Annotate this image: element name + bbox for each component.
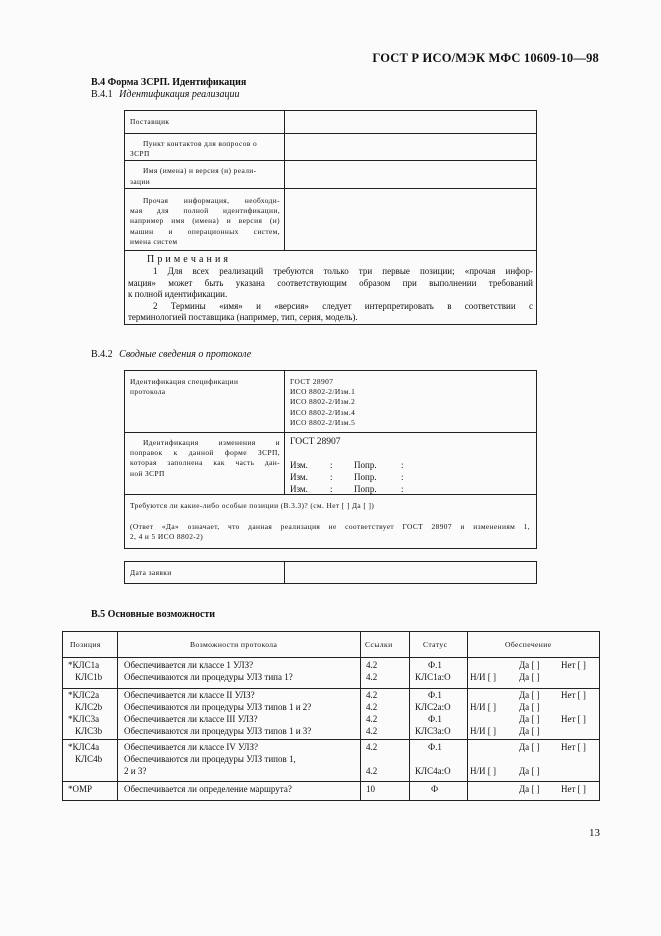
colon: : — [401, 484, 404, 494]
section-b5-heading: В.5 Основные возможности — [91, 609, 216, 620]
row-yes[interactable]: Да [ ] — [519, 690, 540, 700]
colon: : — [401, 460, 404, 470]
change-id-label-line: которая заполнена как часть дан- — [130, 458, 280, 468]
row-position: *КЛС3а — [68, 714, 100, 724]
colon: : — [330, 460, 333, 470]
row-position: *КЛС4а — [68, 742, 100, 752]
row-position: *КЛС1а — [68, 660, 100, 670]
section-b4-heading: В.4 Форма ЗСРП. Идентификация — [91, 77, 247, 88]
row-status: Ф.1 — [428, 714, 442, 724]
row-no[interactable]: Нет [ ] — [561, 714, 586, 724]
row-capability: Обеспечиваются ли процедуры УЛЗ типов 1 и 3? — [124, 726, 312, 736]
application-date-table — [124, 561, 537, 584]
col-header-references: Ссылки — [365, 640, 393, 649]
notes-body — [128, 266, 533, 324]
change-id-label-line: Идентификация изменения и — [143, 438, 280, 447]
impl-name-label-line2: зации — [130, 177, 151, 186]
other-info-line: Прочая информация, необходи- — [143, 196, 280, 205]
row-reference: 4.2 — [366, 766, 378, 776]
other-info-label — [130, 196, 280, 247]
page-number: 13 — [589, 827, 600, 839]
change-id-label — [130, 438, 280, 479]
row-reference: 10 — [366, 784, 375, 794]
row-capability: Обеспечиваются ли процедуры УЛЗ типов 1, — [124, 754, 296, 764]
note-2-line: 2 Термины «имя» и «версия» следует интерпретировать в соответствии с — [153, 300, 533, 311]
row-status: КЛС4а:О — [415, 766, 451, 776]
col-header-status: Статус — [423, 640, 448, 649]
notes-title: П р и м е ч а н и я — [147, 254, 229, 265]
popr-label: Попр. — [354, 460, 377, 470]
row-capability-cont: 2 и 3? — [124, 766, 147, 776]
other-info-line: имена систем — [130, 236, 178, 246]
note-1-line: 1 Для всех реализаций требуются только три первые позиции; «прочая инфор- — [153, 266, 533, 276]
row-capability: Обеспечивается ли классе 1 УЛЗ? — [124, 660, 254, 670]
row-yes[interactable]: Да [ ] — [519, 660, 540, 670]
supplier-label: Поставщик — [130, 117, 170, 126]
other-info-line: мая для полной идентификации, — [130, 206, 280, 216]
row-position: КЛС2b — [75, 702, 103, 712]
row-yes[interactable]: Да [ ] — [519, 714, 540, 724]
row-na[interactable]: Н/И [ ] — [470, 672, 496, 682]
note-1-line: к полной идентификации. — [128, 289, 228, 299]
row-reference: 4.2 — [366, 742, 378, 752]
row-reference: 4.2 — [366, 702, 378, 712]
colon: : — [330, 484, 333, 494]
application-date-label: Дата заявки — [130, 568, 172, 577]
row-reference: 4.2 — [366, 690, 378, 700]
contact-label-line2: ЗСРП — [130, 149, 150, 158]
document-header: ГОСТ Р ИСО/МЭК МФС 10609-10—98 — [372, 51, 599, 65]
spec-id-value: ГОСТ 28907 — [290, 377, 334, 386]
change-izm-rows — [290, 459, 420, 495]
other-info-line: машин и операционных систем, — [130, 226, 280, 236]
other-info-line: например имя (имена) и версия (и) — [130, 216, 280, 226]
change-id-label-line: ной ЗСРП — [130, 468, 165, 478]
subsection-b42 — [91, 349, 251, 360]
answer-line: 2, 4 и 5 ИСО 8802-2) — [130, 532, 204, 542]
row-no[interactable]: Нет [ ] — [561, 742, 586, 752]
col-header-support: Обеспечение — [505, 640, 552, 649]
subsection-b42-number: В.4.2 — [91, 349, 113, 360]
row-na[interactable]: Н/И [ ] — [470, 766, 496, 776]
popr-label: Попр. — [354, 472, 377, 482]
row-capability: Обеспечиваются ли процедуры УЛЗ типов 1 и 2? — [124, 702, 312, 712]
izm-label: Изм. — [290, 472, 308, 482]
spec-id-value: ИСО 8802-2/Изм.1 — [290, 387, 356, 397]
special-items-question: Требуются ли какие-либо особые позиции (В.3.3)? (см. Нет [ ] Да [ ]) — [130, 501, 375, 510]
row-na[interactable]: Н/И [ ] — [470, 702, 496, 712]
change-gost: ГОСТ 28907 — [290, 437, 341, 447]
row-position: КЛС1b — [75, 672, 103, 682]
row-yes[interactable]: Да [ ] — [519, 702, 540, 712]
note-1-line: мация» может быть указана соответствующим образом при выполнении требований — [128, 277, 533, 288]
row-reference: 4.2 — [366, 660, 378, 670]
row-status: Ф.1 — [428, 690, 442, 700]
row-yes[interactable]: Да [ ] — [519, 784, 540, 794]
spec-id-label — [130, 377, 238, 397]
row-yes[interactable]: Да [ ] — [519, 766, 540, 776]
popr-label: Попр. — [354, 484, 377, 494]
spec-id-value: ИСО 8802-2/Изм.2 — [290, 397, 356, 407]
row-no[interactable]: Нет [ ] — [561, 660, 586, 670]
colon: : — [330, 472, 333, 482]
row-yes[interactable]: Да [ ] — [519, 742, 540, 752]
row-position: *ОМР — [68, 784, 93, 794]
col-header-position: Позиция — [70, 640, 101, 649]
row-position: КЛС4b — [75, 754, 103, 764]
subsection-b42-title: Сводные сведения о протоколе — [119, 349, 252, 360]
spec-id-label-line: протокола — [130, 387, 166, 397]
contact-label-line1: Пункт контактов для вопросов о — [143, 139, 258, 148]
colon: : — [401, 472, 404, 482]
row-status: Ф — [431, 784, 439, 794]
izm-label: Изм. — [290, 484, 308, 494]
answer-line: (Ответ «Да» означает, что данная реализация не соответствует ГОСТ 28907 и изменениям 1, — [130, 522, 530, 531]
spec-id-value: ИСО 8802-2/Изм.5 — [290, 417, 356, 427]
row-reference: 4.2 — [366, 672, 378, 682]
row-yes[interactable]: Да [ ] — [519, 726, 540, 736]
row-na[interactable]: Н/И [ ] — [470, 726, 496, 736]
row-capability: Обеспечивается ли классе III УЛЗ? — [124, 714, 258, 724]
note-2-line: терминологией поставщика (например, тип, серия, модель). — [128, 312, 358, 322]
row-capability: Обеспечивается ли определение маршрута? — [124, 784, 292, 794]
spec-id-label-line: Идентификация спецификации — [130, 377, 239, 386]
row-yes[interactable]: Да [ ] — [519, 672, 540, 682]
row-capability: Обеспечивается ли классе IV УЛЗ? — [124, 742, 258, 752]
row-status: КЛС1а:О — [415, 672, 451, 682]
row-status: КЛС3а:О — [415, 726, 451, 736]
impl-name-label-line1: Имя (имена) и версия (и) реали- — [143, 166, 257, 175]
special-items-answer — [130, 522, 530, 542]
row-position: КЛС3b — [75, 726, 103, 736]
row-no[interactable]: Нет [ ] — [561, 784, 586, 794]
row-status: Ф.1 — [428, 660, 442, 670]
row-capability: Обеспечивается ли классе II УЛЗ? — [124, 690, 255, 700]
change-id-label-line: поправок к данной форме ЗСРП, — [130, 448, 280, 458]
row-no[interactable]: Нет [ ] — [561, 690, 586, 700]
spec-id-values — [290, 377, 355, 428]
spec-id-value: ИСО 8802-2/Изм.4 — [290, 407, 356, 417]
row-capability: Обеспечиваются ли процедуры УЛЗ типа 1? — [124, 672, 293, 682]
subsection-b41-title: Идентификация реализации — [119, 89, 240, 100]
subsection-b41 — [91, 89, 239, 100]
row-reference: 4.2 — [366, 726, 378, 736]
subsection-b41-number: В.4.1 — [91, 89, 113, 100]
col-header-capability: Возможности протокола — [190, 640, 278, 649]
izm-label: Изм. — [290, 460, 308, 470]
row-position: *КЛС2а — [68, 690, 100, 700]
row-status: Ф.1 — [428, 742, 442, 752]
row-status: КЛС2а:О — [415, 702, 451, 712]
row-reference: 4.2 — [366, 714, 378, 724]
